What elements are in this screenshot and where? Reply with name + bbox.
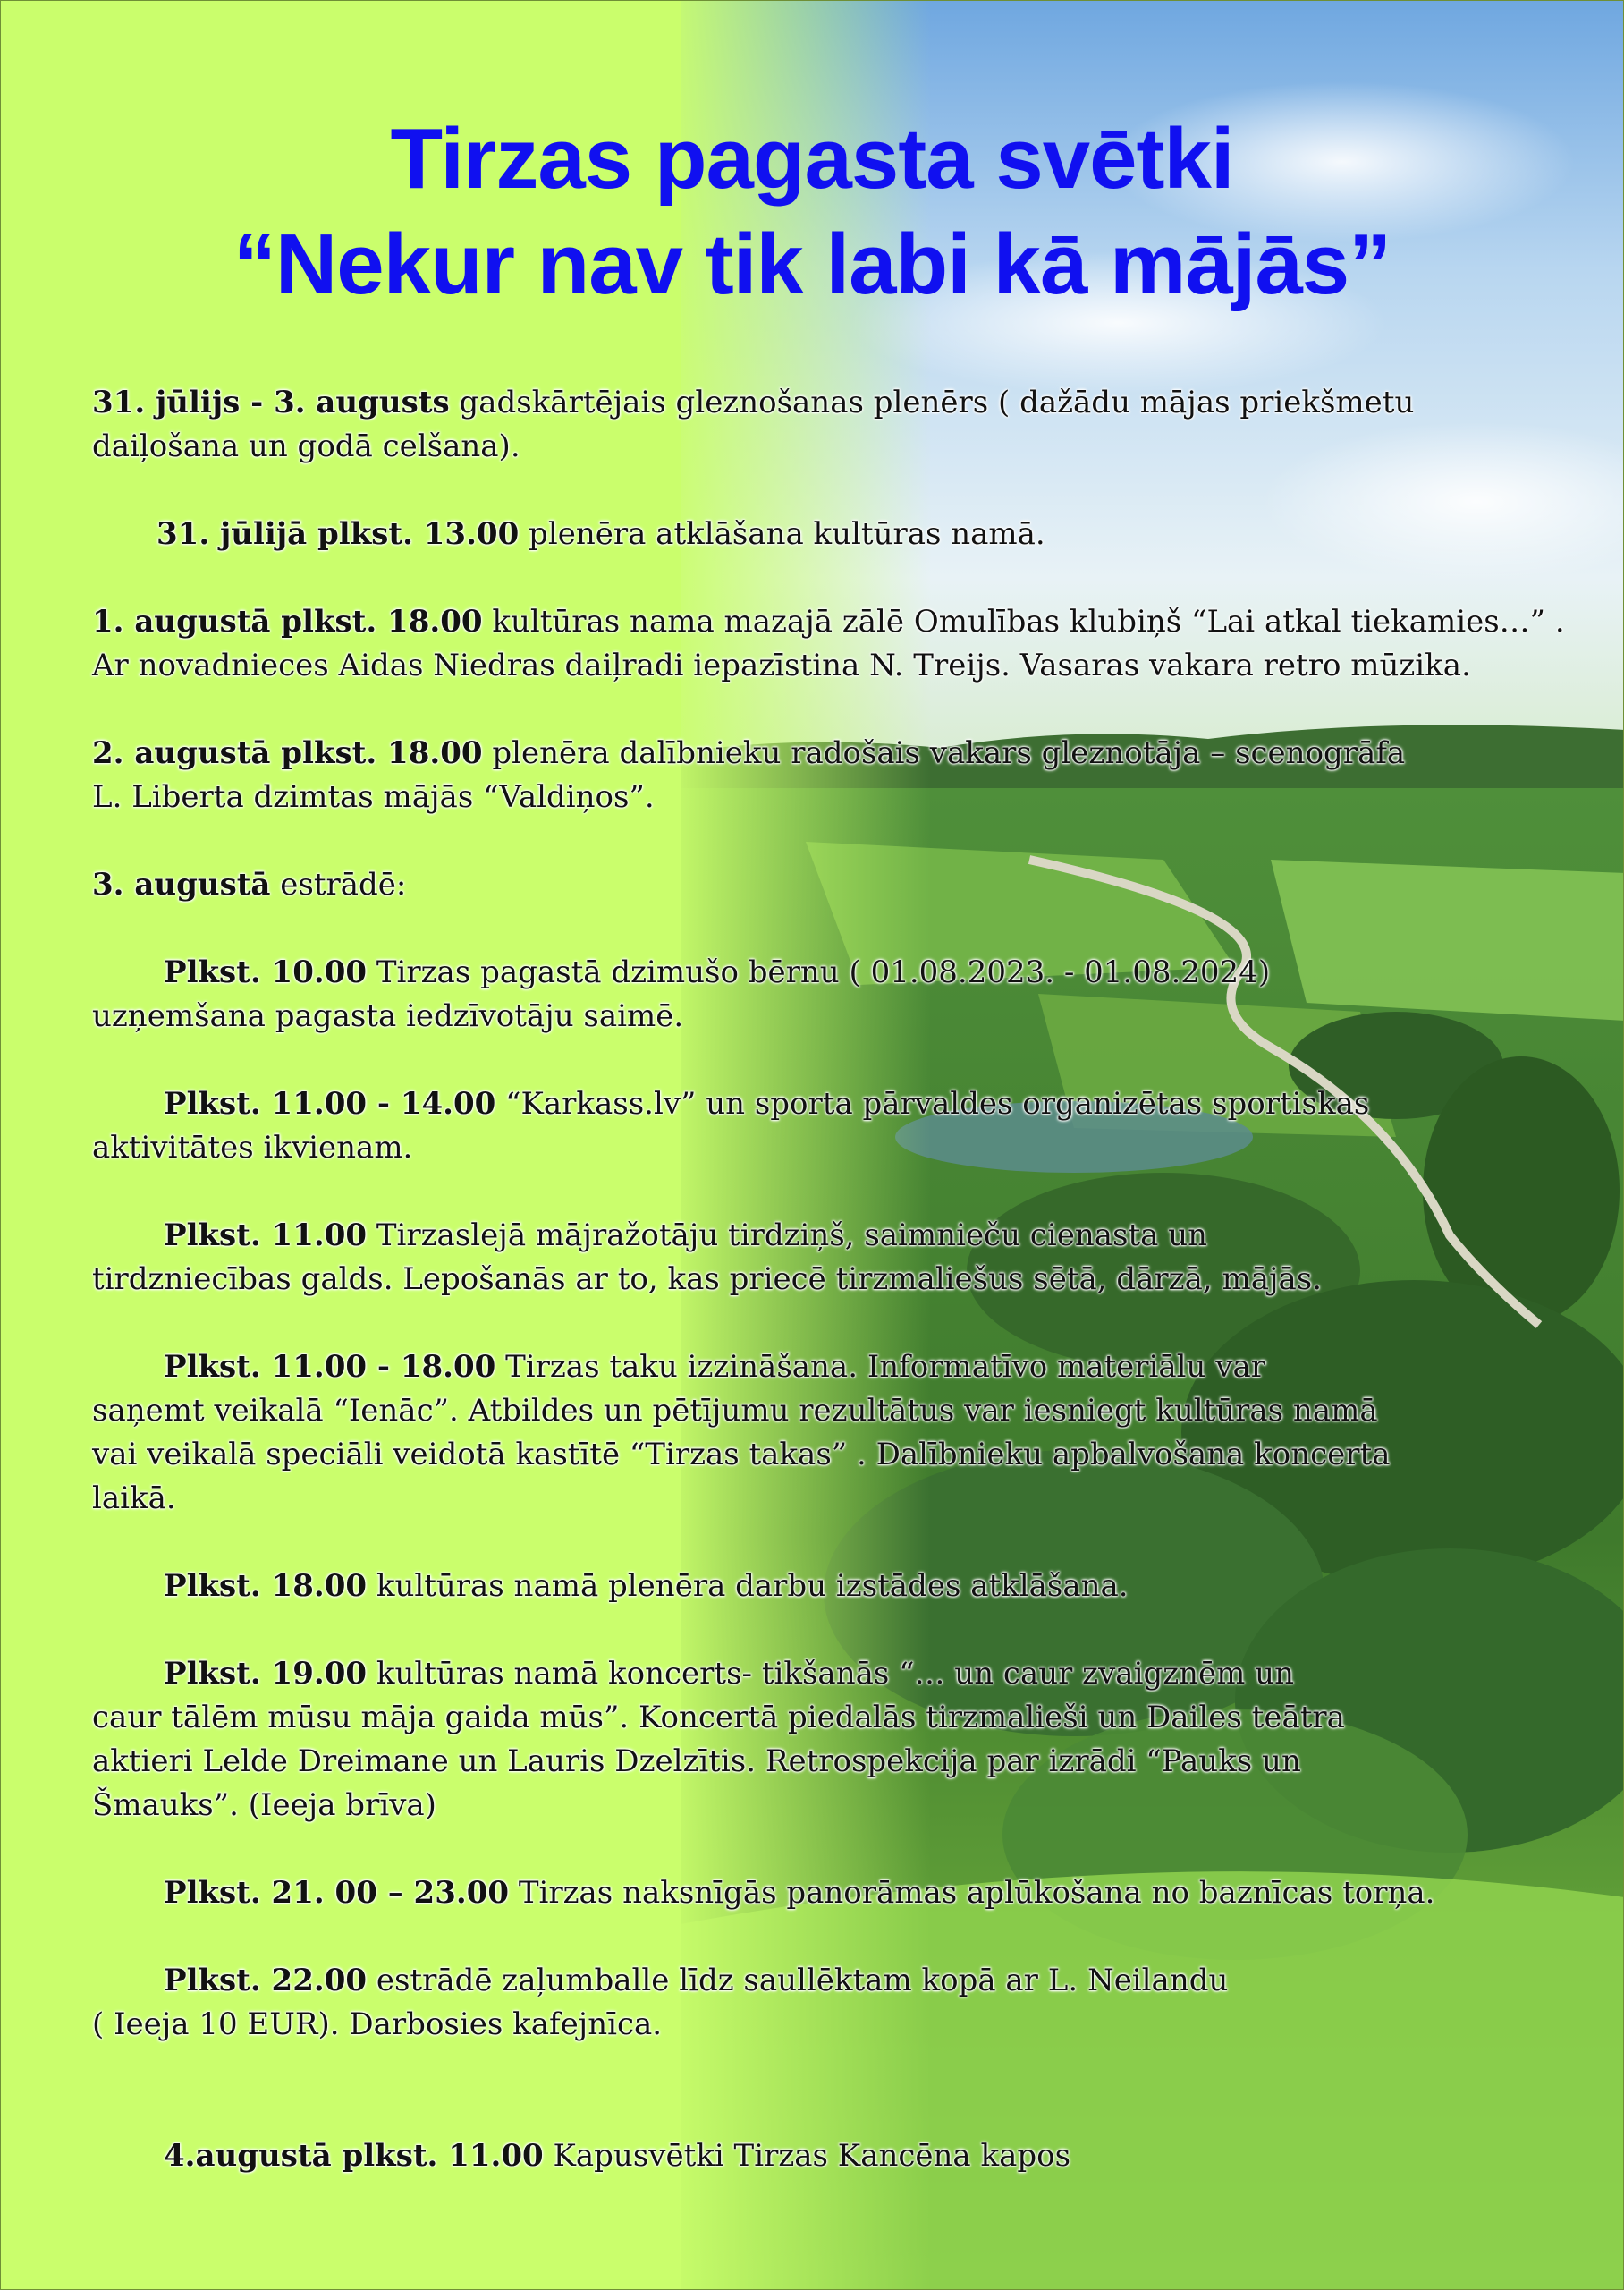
event-item: Plkst. 21. 00 – 23.00 Tirzas naksnīgās panorāmas aplūkošana no baznīcas torņa. <box>164 1875 1435 1911</box>
event-item: Plkst. 19.00 kultūras namā koncerts- tikšanās “… un caur zvaigznēm un caur tālēm mūsu māja gaida mūs”. Koncertā piedalās tirzmalieši un Dailes teātra aktieri Lelde Dreimane un Lauris Dzelzītis. Retrospekcija par izrādi “Pauks un Šmauks”. (Ieeja brīva) <box>92 1656 1345 1823</box>
event-item: Plkst. 22.00 estrādē zaļumballe līdz saullēktam kopā ar L. Neilandu ( Ieeja 10 EUR). Darbosies kafejnīca. <box>92 1963 1229 2042</box>
event-item: Plkst. 11.00 - 18.00 Tirzas taku izzināšana. Informatīvo materiālu var saņemt veikalā “Ienāc”. Atbildes un pētījumu rezultātus var iesniegt kultūras namā vai veikalā speciāli veidotā kastītē “Tirzas takas” . Dalībnieku apbalvošana koncerta laikā. <box>92 1349 1391 1516</box>
event-item: Plkst. 11.00 - 14.00 “Karkass.lv” un sporta pārvaldes organizētas sportiskas aktivitātes ikvienam. <box>92 1086 1370 1166</box>
title-line-1: Tirzas pagasta svētki <box>390 111 1234 207</box>
poster-title <box>1 106 1623 318</box>
event-item: 2. augustā plkst. 18.00 plenēra dalībnieku radošais vakars gleznotāja – scenogrāfa L. Liberta dzimtas mājās “Valdiņos”. <box>92 735 1406 815</box>
event-item: 31. jūlijā plkst. 13.00 plenēra atklāšana kultūras namā. <box>156 516 1045 552</box>
event-item: Plkst. 10.00 Tirzas pagastā dzimušo bērnu ( 01.08.2023. - 01.08.2024) uzņemšana pagasta iedzīvotāju saimē. <box>92 954 1271 1034</box>
event-item: 4.augustā plkst. 11.00 Kapusvētki Tirzas Kancēna kapos <box>164 2138 1071 2174</box>
event-item: 31. jūlijs - 3. augusts gadskārtējais gleznošanas plenērs ( dažādu mājas priekšmetu daiļošana un godā celšana). <box>92 385 1415 464</box>
event-item: 1. augustā plkst. 18.00 kultūras nama mazajā zālē Omulības klubiņš “Lai atkal tiekamies…” . Ar novadnieces Aidas Niedras daiļradi iepazīstina N. Treijs. Vasaras vakara retro mūzika. <box>92 604 1565 683</box>
event-item: Plkst. 11.00 Tirzaslejā mājražotāju tirdziņš, saimnieču cienasta un tirdzniecības galds. Lepošanās ar to, kas priecē tirzmaliešus sētā, dārzā, mājās. <box>92 1217 1323 1297</box>
event-item: Plkst. 18.00 kultūras namā plenēra darbu izstādes atklāšana. <box>164 1568 1129 1604</box>
title-line-2: “Nekur nav tik labi kā mājās” <box>233 216 1391 312</box>
event-item: 3. augustā estrādē: <box>92 867 407 903</box>
event-program <box>92 381 1594 2178</box>
